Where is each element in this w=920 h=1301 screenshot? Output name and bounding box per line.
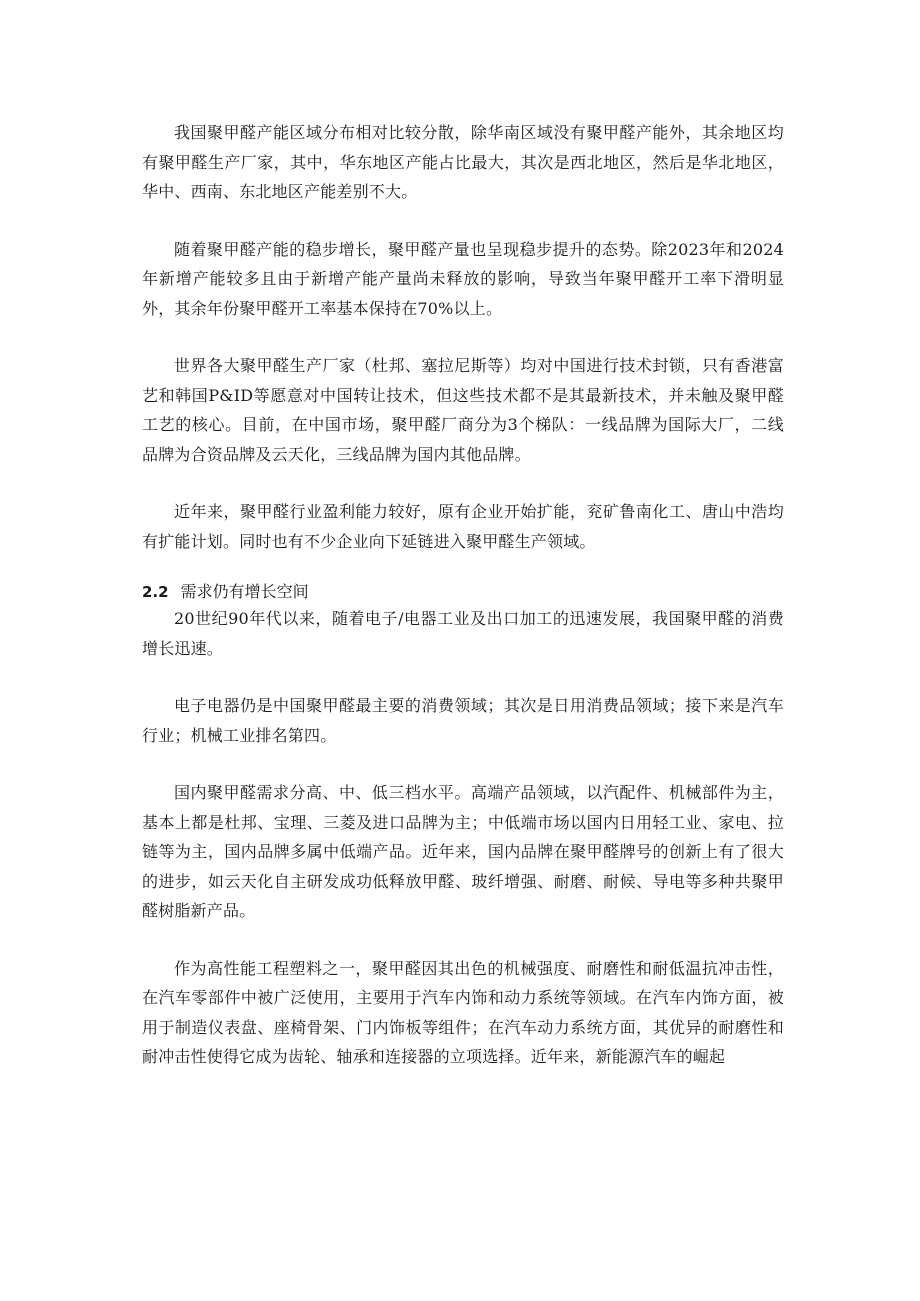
section-heading bbox=[142, 580, 784, 604]
paragraph-capacity-expansion: 近年来，聚甲醛行业盈利能力较好，原有企业开始扩能，兖矿鲁南化工、唐山中浩均有扩能计划。同时也有不少企业向下延链进入聚甲醛生产领域。 bbox=[142, 502, 784, 551]
section-number: 2.2 bbox=[142, 583, 169, 601]
paragraph-automotive-use: 作为高性能工程塑料之一，聚甲醛因其出色的机械强度、耐磨性和耐低温抗冲击性，在汽车零部件中被广泛使用，主要用于汽车内饰和动力系统等领域。在汽车内饰方面，被用于制造仪表盘、座椅骨架、门内饰板等组件；在汽车动力系统方面，其优异的耐磨性和耐冲击性使得它成为齿轮、轴承和连接器的立项选择。近年来，新能源汽车的崛起 bbox=[142, 958, 784, 1066]
paragraph-technology-blockade: 世界各大聚甲醛生产厂家（杜邦、塞拉尼斯等）均对中国进行技术封锁，只有香港富艺和韩国P&ID等愿意对中国转让技术，但这些技术都不是其最新技术，并未触及聚甲醛工艺的核心。目前，在中国市场，聚甲醛厂商分为3个梯队：一线品牌为国际大厂，二线品牌为合资品牌及云天化，三线品牌为国内其他品牌。 bbox=[142, 356, 784, 464]
paragraph-consumption-fields: 电子电器仍是中国聚甲醛最主要的消费领域；其次是日用消费品领域；接下来是汽车行业；机械工业排名第四。 bbox=[142, 696, 784, 745]
paragraph-consumption-growth: 20世纪90年代以来，随着电子/电器工业及出口加工的迅速发展，我国聚甲醛的消费增长迅速。 bbox=[142, 609, 784, 658]
section-title: 需求仍有增长空间 bbox=[180, 582, 309, 601]
document-page bbox=[142, 118, 784, 1100]
paragraph-demand-levels: 国内聚甲醛需求分高、中、低三档水平。高端产品领域，以汽配件、机械部件为主，基本上都是杜邦、宝理、三菱及进口品牌为主；中低端市场以国内日用轻工业、家电、拉链等为主，国内品牌多属中低端产品。近年来，国内品牌在聚甲醛牌号的创新上有了很大的进步，如云天化自主研发成功低释放甲醛、玻纤增强、耐磨、耐候、导电等多种共聚甲醛树脂新产品。 bbox=[142, 783, 784, 920]
paragraph-capacity-distribution: 我国聚甲醛产能区域分布相对比较分散，除华南区域没有聚甲醛产能外，其余地区均有聚甲醛生产厂家，其中，华东地区产能占比最大，其次是西北地区，然后是华北地区，华中、西南、东北地区产能差别不大。 bbox=[142, 123, 784, 201]
paragraph-production-growth: 随着聚甲醛产能的稳步增长，聚甲醛产量也呈现稳步提升的态势。除2023年和2024年新增产能较多且由于新增产能产量尚未释放的影响，导致当年聚甲醛开工率下滑明显外，其余年份聚甲醛开工率基本保持在70%以上。 bbox=[142, 239, 784, 318]
